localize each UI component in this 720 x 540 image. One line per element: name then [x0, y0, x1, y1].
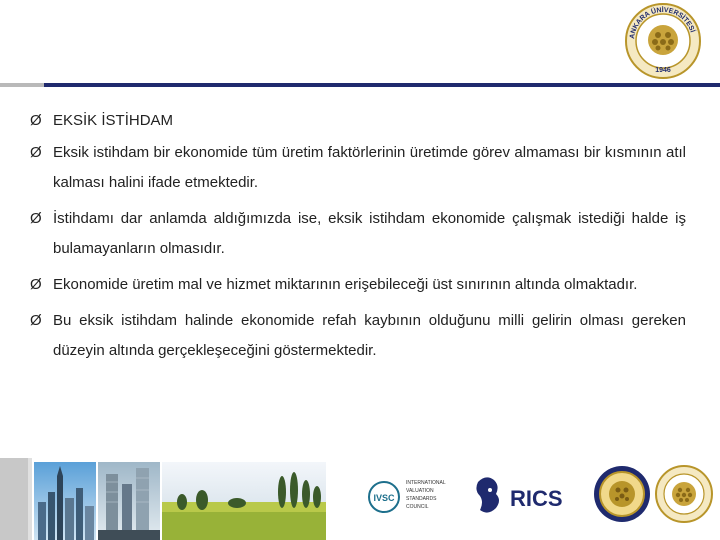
bullet-item — [30, 306, 686, 366]
bullet-text: Bu eksik istihdam halinde ekonomide refah kaybının olduğunu milli gelirin olması gereken düzeyin altında gerçekleşeceğini göstermektedir. — [53, 312, 686, 359]
ivsc-line-1: INTERNATIONAL — [406, 480, 446, 486]
bullet-arrow-icon: Ø — [30, 276, 42, 293]
bullet-arrow-icon: Ø — [30, 312, 42, 329]
university-seal-icon — [592, 463, 652, 525]
footer-light-strip — [28, 458, 32, 540]
rics-label: RICS — [510, 486, 563, 511]
bullet-item — [30, 204, 686, 264]
bullet-text: EKSİK İSTİHDAM — [53, 112, 174, 129]
slide-content — [30, 106, 686, 372]
bullet-text: İstihdamı dar anlamda aldığımızda ise, eksik istihdam ekonomide çalışmak istediği halde iş bulamayanların olmasıdır. — [53, 210, 686, 257]
rics-lion-icon — [472, 462, 582, 532]
ivsc-short-label: IVSC — [373, 493, 395, 503]
bullet-text: Eksik istihdam bir ekonomide tüm üretim faktörlerinin üretimde görev almaması bir kısmının atıl kalması halini ifade etmektedir. — [53, 144, 686, 191]
logo-ring-text: ANKARA ÜNİVERSİTESİ — [629, 6, 696, 40]
bullet-arrow-icon: Ø — [30, 210, 42, 227]
ivsc-logo-icon — [366, 462, 466, 532]
bullet-item — [30, 138, 686, 198]
logo-year: 1946 — [655, 67, 671, 74]
ivsc-line-2: VALUATION — [406, 488, 434, 494]
ivsc-line-3: STANDARDS — [406, 496, 437, 502]
bullet-heading — [30, 106, 686, 136]
city-skyline-photo — [34, 462, 96, 540]
ankara-university-footer-seal-icon — [654, 463, 714, 525]
ivsc-logo — [366, 462, 466, 532]
bullet-text: Ekonomide üretim mal ve hizmet miktarının erişebileceği üst sınırının altında olmaktadır. — [53, 276, 638, 293]
skyscraper-towers-photo — [98, 462, 160, 540]
header-divider-gray — [0, 83, 44, 87]
ankara-university-seal-icon — [624, 2, 702, 80]
ivsc-line-4: COUNCIL — [406, 504, 429, 510]
footer-gray-strip — [0, 458, 28, 540]
bullet-arrow-icon: Ø — [30, 144, 42, 161]
rics-logo — [472, 462, 582, 532]
green-field-photo — [162, 462, 326, 540]
bullet-item — [30, 270, 686, 300]
bullet-arrow-icon: Ø — [30, 112, 42, 129]
header-divider-blue — [44, 83, 720, 87]
